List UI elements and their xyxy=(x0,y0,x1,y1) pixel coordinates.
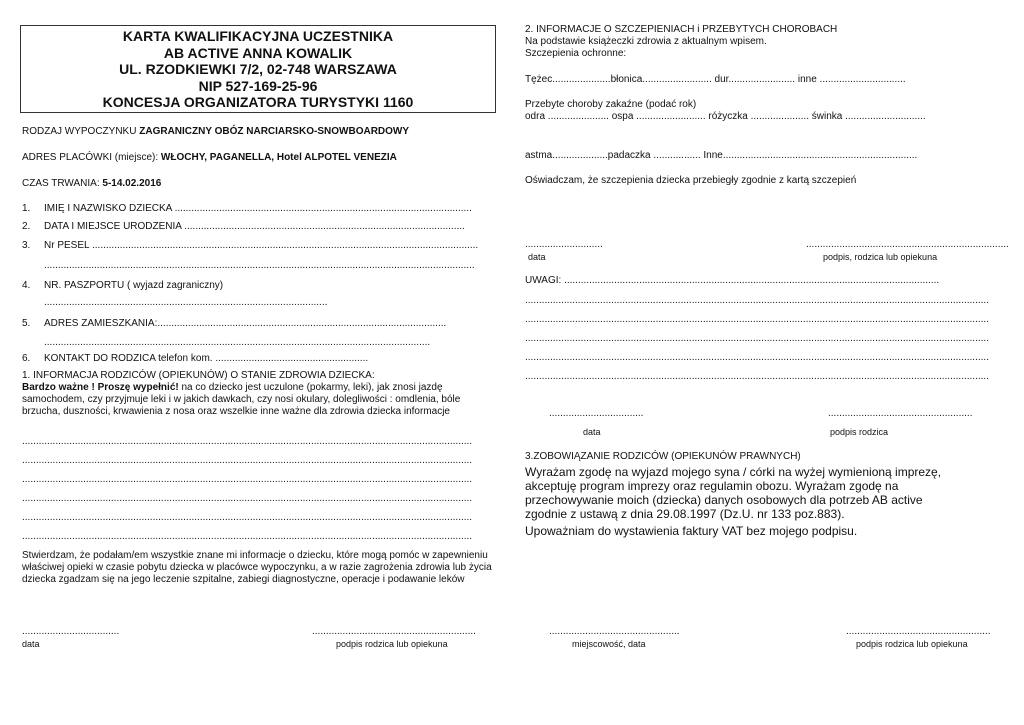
field-kontakt[interactable]: KONTAKT DO RODZICA telefon kom. ....................................................... xyxy=(44,353,369,364)
signature-date-line[interactable]: ............................ xyxy=(525,239,603,250)
vaccination-declaration: Oświadczam, że szczepienia dziecka przebiegły zgodnie z kartą szczepień xyxy=(525,175,857,186)
item-number: 2. xyxy=(22,221,31,232)
vaccination-sub2: Szczepienia ochronne: xyxy=(525,48,627,59)
signature-date-line[interactable]: .................................. xyxy=(549,408,644,419)
dotted-line[interactable]: .................................................................................................................................................................. xyxy=(22,474,473,485)
adres-label: ADRES PLACÓWKI (miejsce): xyxy=(22,152,161,163)
header-nip: NIP 527-169-25-96 xyxy=(198,77,318,94)
dotted-line[interactable]: ....................................................................................................................................................................... xyxy=(525,295,989,306)
field-adres xyxy=(22,152,397,164)
signature-line[interactable]: ......................................................................... xyxy=(806,239,1009,250)
item-number: 1. xyxy=(22,203,31,214)
field-paszport[interactable]: ...................................................................................................... xyxy=(44,297,328,308)
vaccination-line[interactable]: Tężec.....................błonica......................... dur........................ inne ............................... xyxy=(525,74,906,85)
header-address: UL. RZODKIEWKI 7/2, 02-748 WARSZAWA xyxy=(119,61,397,77)
health-bold-note: Bardzo ważne ! Proszę wypełnić! xyxy=(22,382,179,393)
disease-line[interactable]: odra ...................... ospa ......................... różyczka ..................... świnka ............................. xyxy=(525,111,926,122)
signature-line[interactable]: .................................................... xyxy=(846,626,991,637)
field-data-urodzenia[interactable]: DATA I MIEJSCE URODZENIA ..................................................................................................... xyxy=(44,221,465,232)
dotted-line[interactable]: .................................................................................................................................................................. xyxy=(22,512,473,523)
statement-text: Stwierdzam, że podałam/em wszystkie znane mi informacje o dziecku, które mogą pomóc w zapewnieniu właściwej opieki w czasie pobytu dziecka w placówce wypoczynku, a w razie zagrożenia zdrowia lub życia dziecka zgadzam się na jego leczenie szpitalne, zabiegi diagnostyczne, operacje i podawanie leków xyxy=(22,550,492,585)
signature-label: podpis, rodzica lub opiekuna xyxy=(823,252,938,262)
signature-date-label: data xyxy=(583,427,601,437)
rodzaj-label: RODZAJ WYPOCZYNKU xyxy=(22,126,140,137)
signature-label: podpis rodzica lub opiekuna xyxy=(336,639,448,649)
health-text: na co dziecko jest uczulone (pokarmy, leki), jak znosi jazdę samochodem, czy przyjmuje leki i w jakich dawkach, czy nosi okulary, dolegliwości : omdlenia, bóle brzucha, duszności, krwawienia z nosa oraz wszelkie inne ważne dla zdrowia dziecka informacje xyxy=(22,382,461,417)
field-paszport-label: NR. PASZPORTU ( wyjazd zagraniczny) xyxy=(44,280,224,291)
header-box xyxy=(20,25,496,113)
item-number: 4. xyxy=(22,280,31,291)
dotted-line[interactable]: ....................................................................................................................................................................... xyxy=(525,371,989,382)
item-number: 3. xyxy=(22,240,31,251)
list-item xyxy=(22,221,30,233)
signature-line[interactable]: ........................................................... xyxy=(312,626,476,637)
signature-date-label: data xyxy=(528,252,546,262)
disease-title: Przebyte choroby zakaźne (podać rok) xyxy=(525,99,697,110)
dotted-line[interactable]: .................................................................................................................................................................. xyxy=(22,493,473,504)
item-number: 5. xyxy=(22,318,31,329)
adres-value: WŁOCHY, PAGANELLA, Hotel ALPOTEL VENEZIA xyxy=(160,152,397,163)
uwagi-field[interactable]: UWAGI: ....................................................................................................................................... xyxy=(525,275,940,286)
header-license: KONCESJA ORGANIZATORA TURYSTYKI 1160 xyxy=(102,94,414,110)
dotted-line[interactable]: ....................................................................................................................................................................... xyxy=(525,352,989,363)
field-adres-cont[interactable]: ........................................................................................................................................... xyxy=(44,337,431,348)
czas-label: CZAS TRWANIA: xyxy=(22,178,103,189)
list-item xyxy=(22,280,30,292)
signature-label: podpis rodzica xyxy=(830,427,889,437)
signature-line[interactable]: .................................................... xyxy=(828,408,973,419)
field-czas xyxy=(22,178,161,190)
field-pesel[interactable]: Nr PESEL ........................................................................................................................................... xyxy=(44,240,479,251)
header-company: AB ACTIVE ANNA KOWALIK xyxy=(163,44,353,61)
field-pesel-cont[interactable]: ........................................................................................................................................................... xyxy=(44,260,475,271)
czas-value: 5-14.02.2016 xyxy=(102,178,162,189)
obligation-text-vat: Upoważniam do wystawienia faktury VAT bez mojego podpisu. xyxy=(525,524,858,538)
vaccination-title: 2. INFORMACJE O SZCZEPIENIACH i PRZEBYTYCH CHOROBACH xyxy=(525,24,838,35)
list-item xyxy=(22,353,30,365)
dotted-line[interactable]: ....................................................................................................................................................................... xyxy=(525,333,989,344)
health-section-title: 1. INFORMACJA RODZICÓW (OPIEKUNÓW) O STANIE ZDROWIA DZIECKA: xyxy=(22,370,375,381)
list-item xyxy=(22,240,30,252)
field-rodzaj xyxy=(22,126,409,138)
header-title: KARTA KWALIFIKACYJNA UCZESTNIKA xyxy=(122,28,394,44)
signature-label: podpis rodzica lub opiekuna xyxy=(856,639,968,649)
dotted-line[interactable]: .................................................................................................................................................................. xyxy=(22,531,473,542)
health-instructions xyxy=(22,382,492,418)
dotted-line[interactable]: .................................................................................................................................................................. xyxy=(22,455,473,466)
vaccination-sub1: Na podstawie książeczki zdrowia z aktualnym wpisem. xyxy=(525,36,767,47)
obligation-text: Wyrażam zgodę na wyjazd mojego syna / córki na wyżej wymienioną imprezę, akceptuję program imprezy oraz regulamin obozu. Wyrażam zgodę na przechowywanie moich (dziecka) danych osobowych dla potrzeb AB active zgodnie z ustawą z dnia 29.08.1997 (Dz.U. nr 133 poz.883). xyxy=(525,465,942,521)
signature-date-label: data xyxy=(22,639,40,649)
dotted-line[interactable]: ....................................................................................................................................................................... xyxy=(525,314,989,325)
item-number: 6. xyxy=(22,353,31,364)
list-item xyxy=(22,318,30,330)
list-item xyxy=(22,203,30,215)
field-imie-nazwisko[interactable]: IMIĘ I NAZWISKO DZIECKA ........................................................................................................... xyxy=(44,203,472,214)
signature-place-date-line[interactable]: ............................................... xyxy=(549,626,680,637)
signature-place-date-label: miejscowość, data xyxy=(572,639,646,649)
obligation-title: 3.ZOBOWIĄZANIE RODZICÓW (OPIEKUNÓW PRAWNYCH) xyxy=(525,451,801,462)
other-disease-line[interactable]: astma....................padaczka ................. Inne...................................................................... xyxy=(525,150,918,161)
field-adres-zamieszkania[interactable]: ADRES ZAMIESZKANIA:........................................................................................................ xyxy=(44,318,447,329)
rodzaj-value: ZAGRANICZNY OBÓZ NARCIARSKO-SNOWBOARDOWY xyxy=(139,126,410,137)
dotted-line[interactable]: .................................................................................................................................................................. xyxy=(22,436,473,447)
signature-date-line[interactable]: ................................... xyxy=(22,626,120,637)
